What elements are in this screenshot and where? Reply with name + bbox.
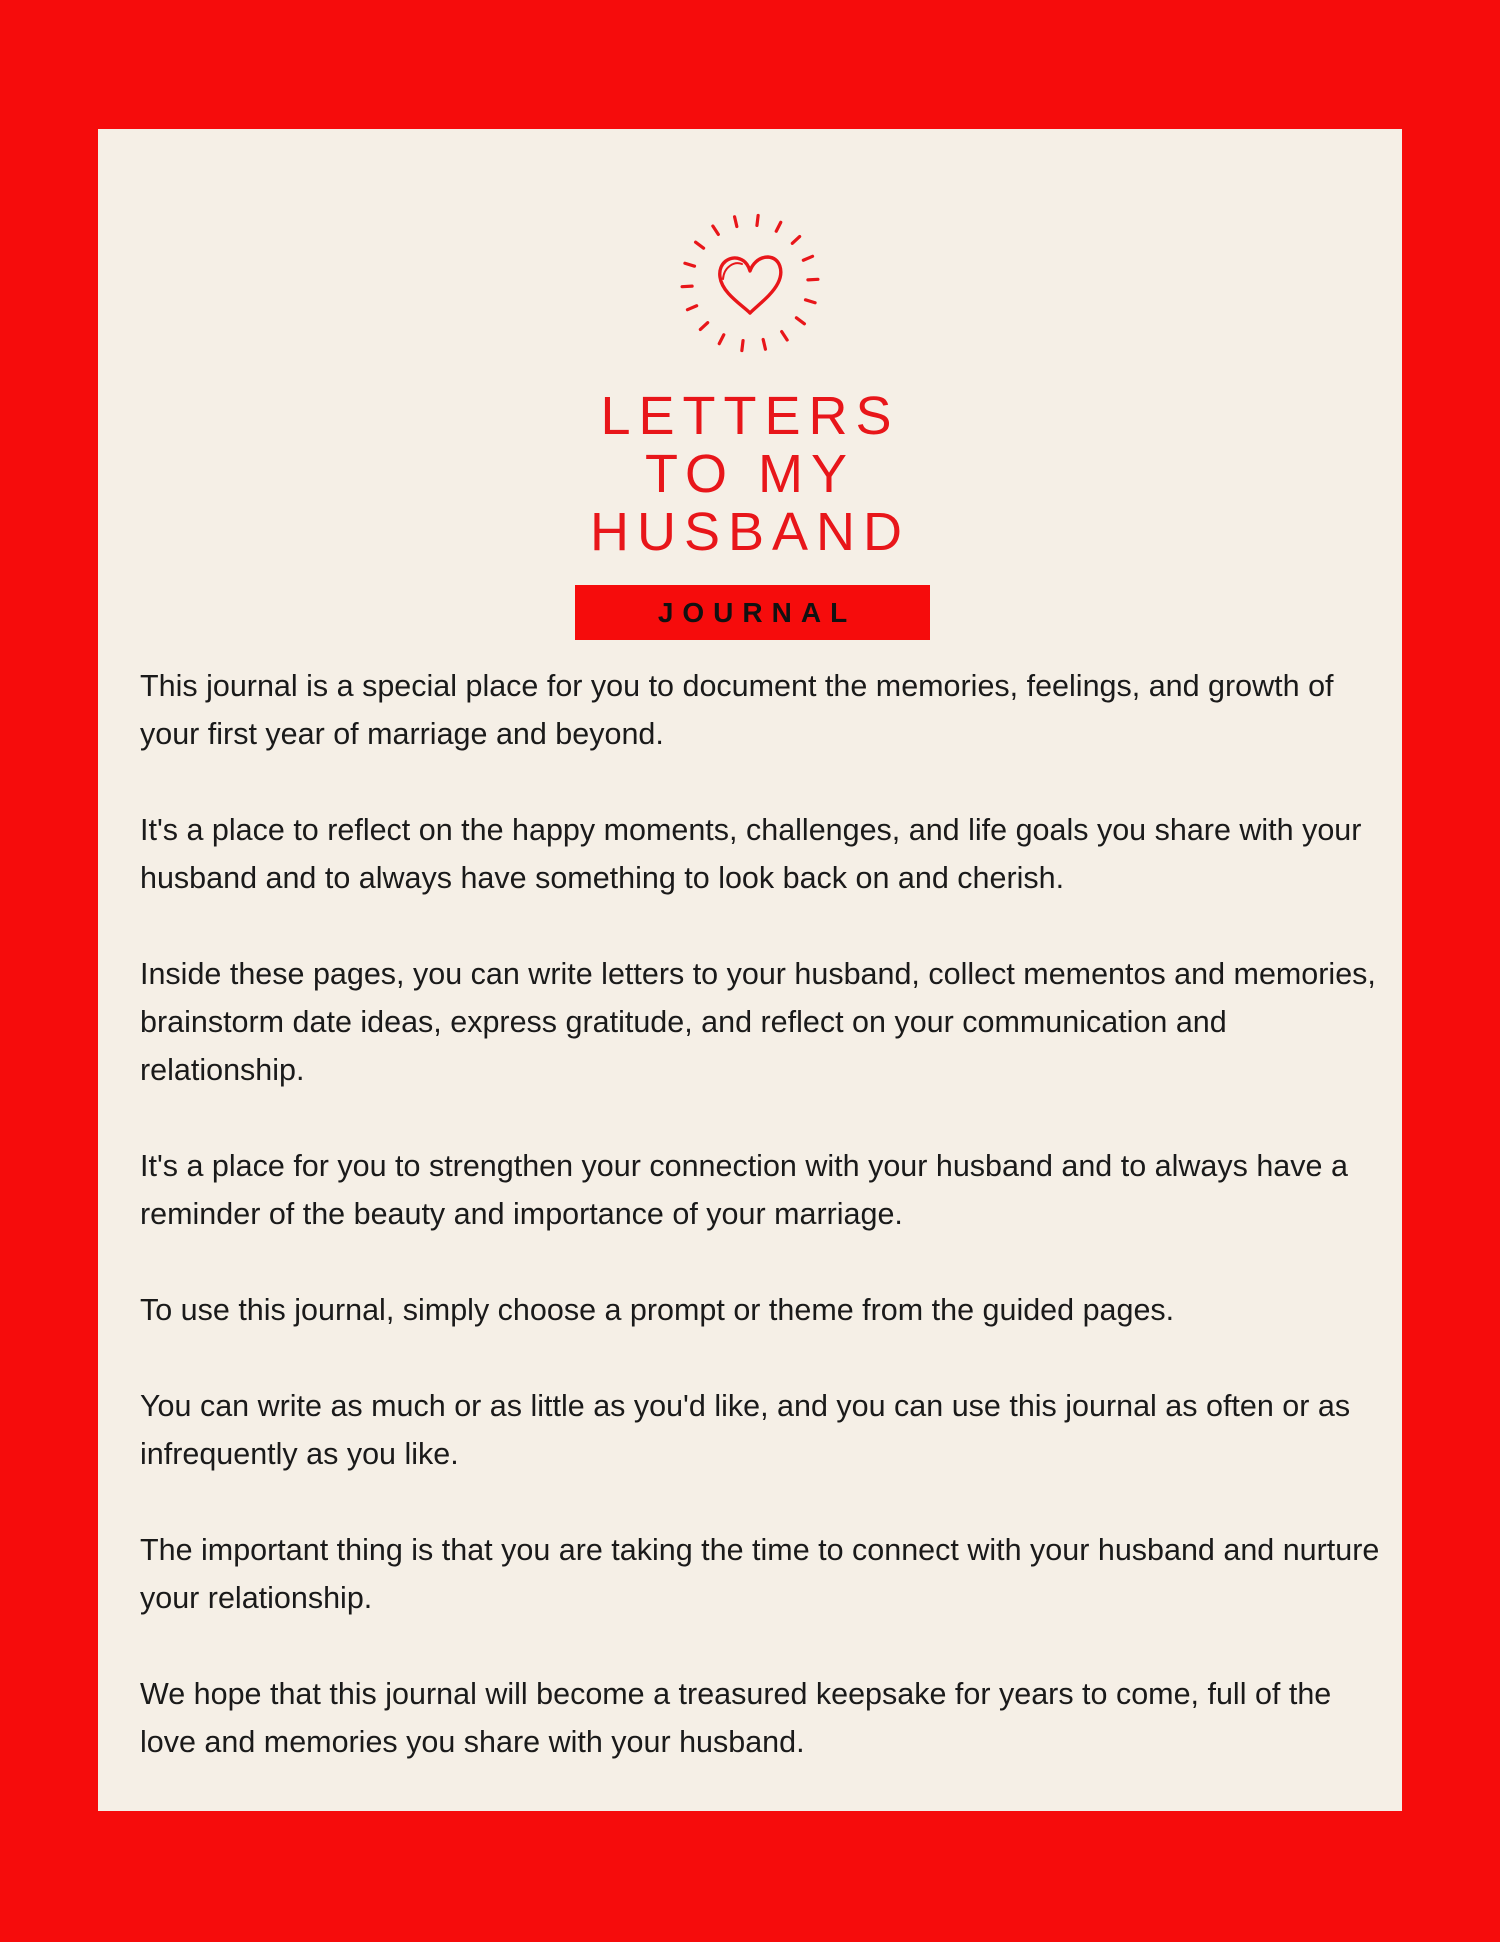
paragraph-6: You can write as much or as little as you'd like, and you can use this journal as often or as infrequently as you like. xyxy=(140,1389,1351,1471)
journal-title xyxy=(98,387,1402,561)
paragraph-1: This journal is a special place for you to document the memories, feelings, and growth of your first year of marriage and beyond. xyxy=(140,669,1334,751)
title-line-1: LETTERS xyxy=(600,386,900,446)
paragraph-3: Inside these pages, you can write letters to your husband, collect mementos and memories, brainstorm date ideas, express gratitude, and reflect on your communication and relationship. xyxy=(140,957,1376,1087)
journal-badge-label: JOURNAL xyxy=(657,596,857,628)
paragraph-4: It's a place for you to strengthen your connection with your husband and to always have a reminder of the beauty and importance of your marriage. xyxy=(140,1149,1348,1231)
journal-badge xyxy=(575,585,930,640)
paragraph-5: To use this journal, simply choose a prompt or theme from the guided pages. xyxy=(140,1293,1175,1327)
journal-page xyxy=(98,129,1402,1811)
heart-burst-icon xyxy=(674,207,826,359)
paragraph-2: It's a place to reflect on the happy moments, challenges, and life goals you share with your husband and to always have something to look back on and cherish. xyxy=(140,813,1362,895)
intro-text xyxy=(140,662,1380,1766)
title-line-3: HUSBAND xyxy=(589,502,911,562)
title-line-2: TO MY xyxy=(644,444,855,504)
paragraph-8: We hope that this journal will become a treasured keepsake for years to come, full of the love and memories you share with your husband. xyxy=(140,1677,1332,1759)
paragraph-7: The important thing is that you are taking the time to connect with your husband and nurture your relationship. xyxy=(140,1533,1380,1615)
